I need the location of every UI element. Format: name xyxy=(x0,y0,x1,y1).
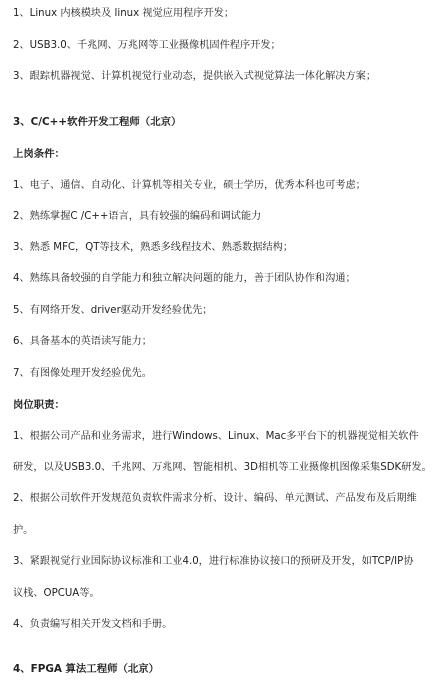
responsibility-line-1a: 1、根据公司产品和业务需求，进行Windows、Linux、Mac多平台下的机器视觉相关软件 xyxy=(13,431,419,442)
responsibility-line-3a: 3、紧跟视觉行业国际协议标准和工业4.0，进行标准协议接口的预研及开发，如TCP/IP协 xyxy=(13,556,414,567)
responsibility-line-4: 4、负责编写相关开发文档和手册。 xyxy=(13,619,173,630)
requirement-line-image-processing: 7、有图像处理开发经验优先。 xyxy=(13,368,152,379)
requirement-line-usb-firmware: 2、USB3.0、千兆网、万兆网等工业摄像机固件程序开发； xyxy=(13,40,281,51)
requirement-line-linux-kernel: 1、Linux 内核模块及 linux 视觉应用程序开发； xyxy=(13,8,235,19)
requirement-line-english: 6、具备基本的英语读写能力； xyxy=(13,336,152,347)
section-heading-fpga-engineer: 4、FPGA 算法工程师（北京） xyxy=(13,663,160,675)
requirement-line-education: 1、电子、通信、自动化、计算机等相关专业，硕士学历，优秀本科也可考虑； xyxy=(13,180,366,191)
requirement-line-cpp-skills: 2、熟练掌握C /C++语言，具有较强的编码和调试能力 xyxy=(13,211,262,222)
responsibility-line-2a: 2、根据公司软件开发规范负责软件需求分析、设计、编码、单元测试、产品发布及后期维 xyxy=(13,493,417,504)
subheading-responsibilities: 岗位职责： xyxy=(13,399,65,411)
requirement-line-vision-tracking: 3、跟踪机器视觉、计算机视觉行业动态，提供嵌入式视觉算法一体化解决方案； xyxy=(13,71,377,82)
requirement-line-self-learning: 4、熟练具备较强的自学能力和独立解决问题的能力，善于团队协作和沟通； xyxy=(13,273,356,284)
responsibility-line-2b: 护。 xyxy=(13,525,34,536)
requirement-line-network-driver: 5、有网络开发、driver驱动开发经验优先； xyxy=(13,305,213,316)
responsibility-line-3b: 议栈、OPCUA等。 xyxy=(13,588,100,599)
requirement-line-mfc-qt: 3、熟悉 MFC，QT等技术，熟悉多线程技术、熟悉数据结构； xyxy=(13,242,294,253)
section-heading-cpp-engineer: 3、C/C++软件开发工程师（北京） xyxy=(13,116,182,128)
subheading-requirements: 上岗条件： xyxy=(13,148,65,160)
responsibility-line-1b: 研发，以及USB3.0、千兆网、万兆网、智能相机、3D相机等工业摄像机图像采集SDK研发。 xyxy=(13,462,432,473)
